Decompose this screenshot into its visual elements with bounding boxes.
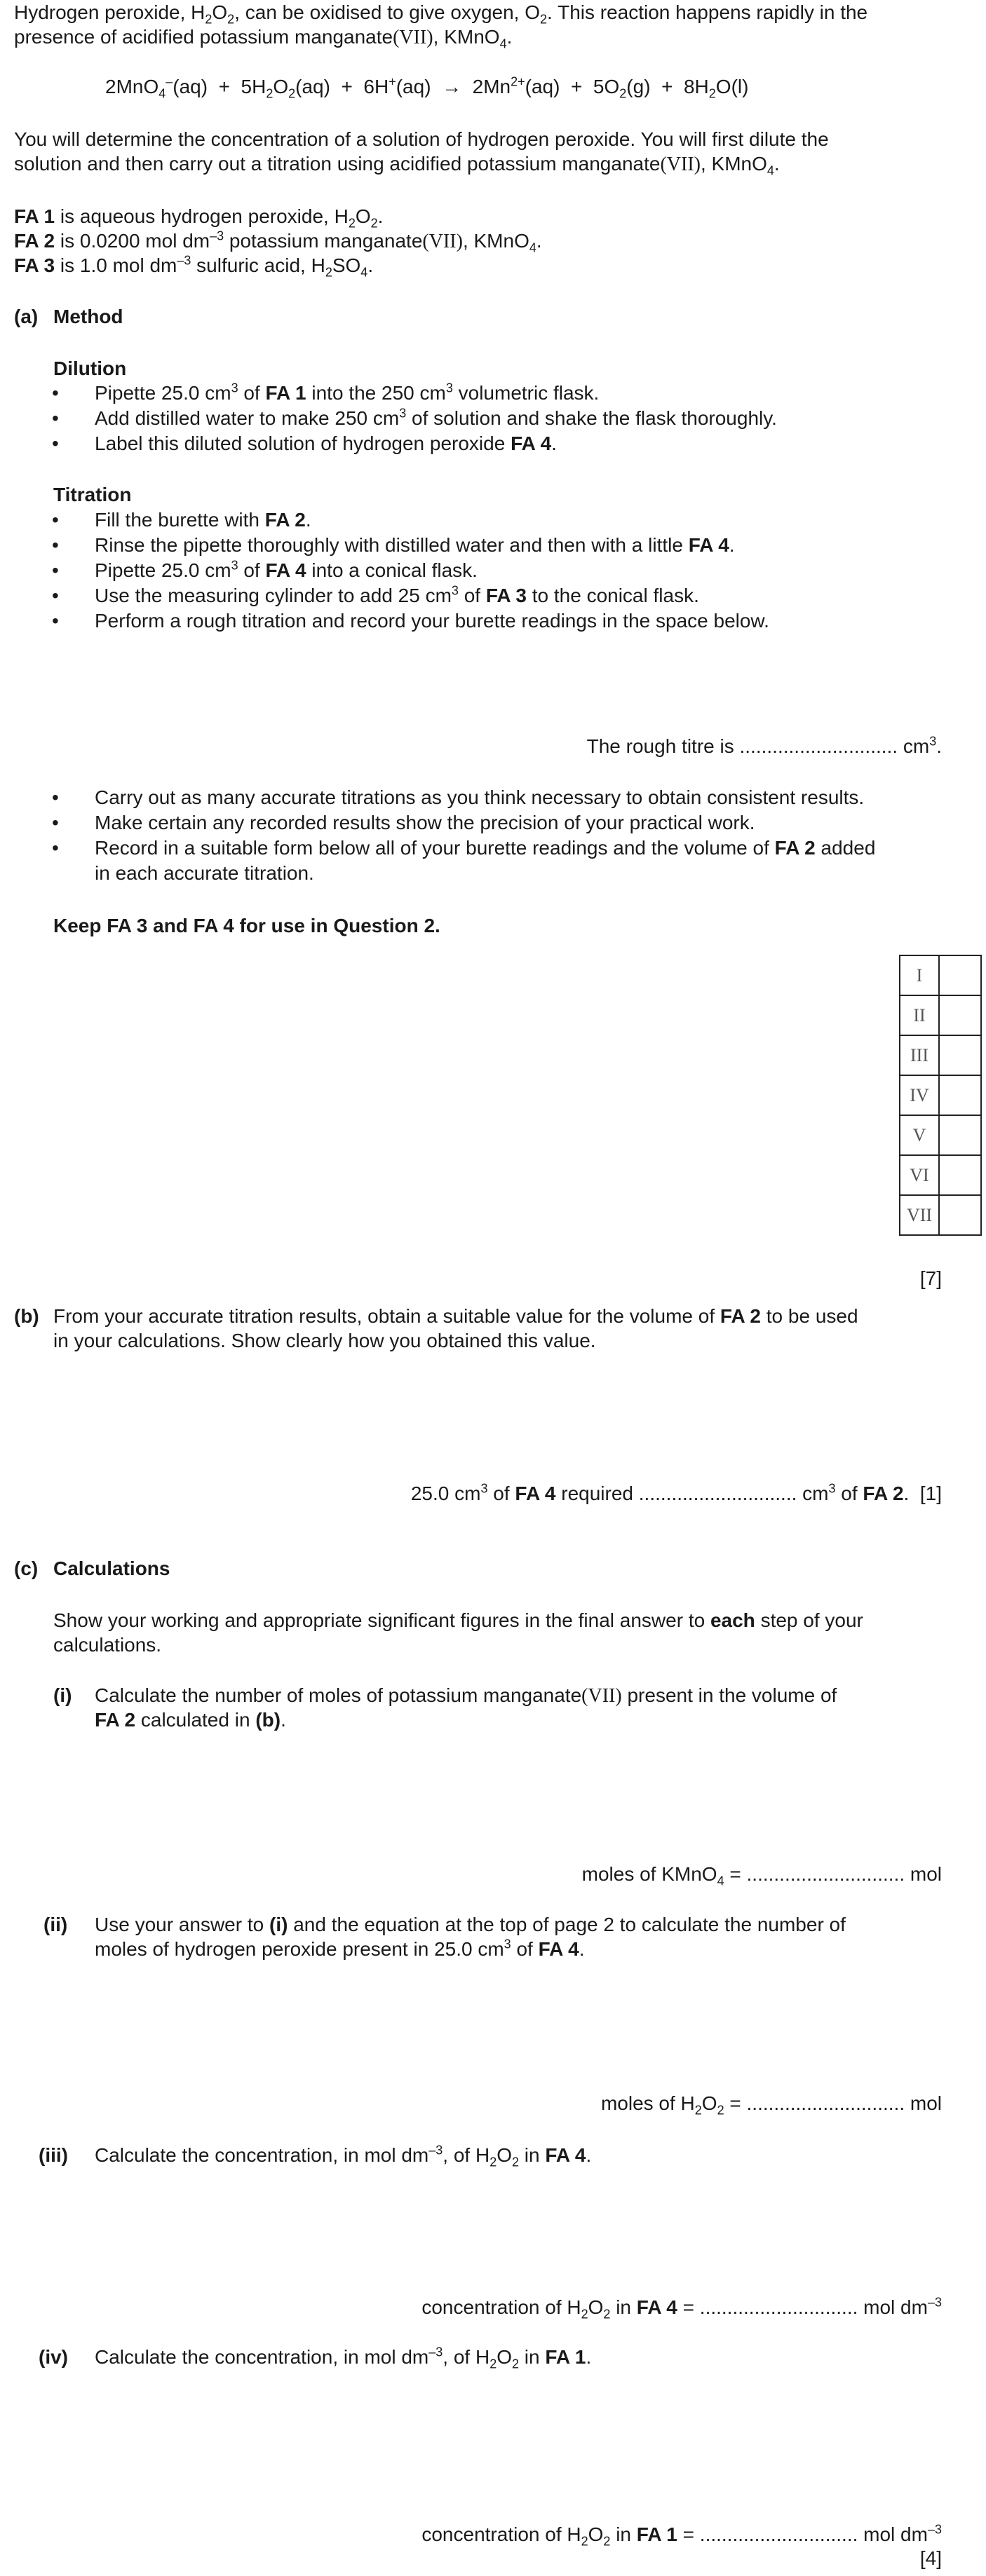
part-a-heading: Method <box>53 306 123 327</box>
titration-heading: Titration <box>53 484 132 505</box>
part-c-ii-line-2: moles of hydrogen peroxide present in 25.0 $cm^3$ of FA 4. <box>95 1937 585 1960</box>
part-b-label: (b) <box>14 1305 39 1327</box>
marking-grid <box>899 955 982 1236</box>
part-c-instruction-2: calculations. <box>53 1634 162 1656</box>
part-a-label: (a) <box>14 306 39 327</box>
part-c-i-label: (i) <box>53 1684 72 1706</box>
fa1-definition: FA 1 is aqueous hydrogen peroxide, $H_2O_2$. <box>14 205 384 231</box>
mark-row-label: IV <box>900 1075 939 1115</box>
part-c-i-line-2: FA 2 calculated in (b). <box>95 1709 286 1731</box>
part-c-label: (c) <box>14 1558 39 1579</box>
mark-box <box>939 1155 981 1195</box>
part-c-marks: [4] <box>919 2547 942 2569</box>
mark-box <box>939 1035 981 1075</box>
part-c-ii-line-1: Use your answer to (i) and the equation at the top of page 2 to calculate the number of <box>95 1914 846 1935</box>
mark-box <box>939 955 981 995</box>
para-line-1: You will determine the concentration of a solution of hydrogen peroxide. You will first dilute the <box>14 128 829 150</box>
part-c-iv-text: Calculate the concentration, in mol $dm^{-3}$, of $H_2O_2$ in FA 1. <box>95 2345 592 2371</box>
mark-box <box>939 1115 981 1155</box>
mark-row-label: I <box>900 955 939 995</box>
part-a-marks: [7] <box>919 1267 942 1289</box>
mark-box <box>939 1195 981 1235</box>
part-c-ii-label: (ii) <box>43 1914 68 1935</box>
part-c-iv-label: (iv) <box>39 2346 68 2368</box>
part-c-heading: Calculations <box>53 1558 170 1579</box>
part-c-ii-answer[interactable]: moles of $H_2O_2$ = ............................. mol <box>600 2092 942 2118</box>
intro-line-2: presence of acidified potassium manganate(VII), KMnO$_4$. <box>14 26 513 51</box>
part-c-iii-text: Calculate the concentration, in mol $dm^{-3}$, of $H_2O_2$ in FA 4. <box>95 2143 592 2169</box>
mark-box <box>939 1075 981 1115</box>
part-b-line-1: From your accurate titration results, obtain a suitable value for the volume of FA 2 to be used <box>53 1305 858 1327</box>
dilution-heading: Dilution <box>53 357 127 379</box>
keep-note: Keep FA 3 and FA 4 for use in Question 2. <box>53 915 440 936</box>
para-line-2: solution and then carry out a titration using acidified potassium manganate(VII), KMnO$_4$. <box>14 153 780 178</box>
part-c-i-line-1: Calculate the number of moles of potassium manganate(VII) present in the volume of <box>95 1684 837 1707</box>
part-b-answer[interactable]: 25.0 $cm^3$ of FA 4 required ............................. $cm^3$ of FA 2. [1] <box>410 1481 942 1504</box>
part-c-instruction-1: Show your working and appropriate significant figures in the final answer to each step of your <box>53 1609 863 1631</box>
intro-line-1: Hydrogen peroxide, $H_2O_2$, can be oxidised to give oxygen, $O_2$. This reaction happens rapidly in the <box>14 1 868 27</box>
reaction-equation: $2MnO_4^-(aq) + 5H_2O_2(aq) + 6H^+(aq) \to 2Mn^{2+}(aq) + 5O_2(g) + 8H_2O(l)$ <box>105 74 749 101</box>
mark-row-label: VII <box>900 1195 939 1235</box>
part-c-iv-answer[interactable]: concentration of $H_2O_2$ in FA 1 = ............................. mol $dm^{-3}$ <box>421 2522 942 2549</box>
part-c-iii-label: (iii) <box>39 2144 68 2166</box>
part-c-iii-answer[interactable]: concentration of $H_2O_2$ in FA 4 = ............................. mol $dm^{-3}$ <box>421 2295 942 2322</box>
mark-row-label: VI <box>900 1155 939 1195</box>
mark-row-label: II <box>900 995 939 1035</box>
rough-titre-answer[interactable]: The rough titre is ............................. $cm^3$. <box>586 734 942 757</box>
mark-row-label: III <box>900 1035 939 1075</box>
mark-box <box>939 995 981 1035</box>
mark-row-label: V <box>900 1115 939 1155</box>
fa3-definition: FA 3 is 1.0 mol $dm^{-3}$ sulfuric acid, $H_2SO_4$. <box>14 253 374 280</box>
fa2-definition: FA 2 is 0.0200 mol $dm^{-3}$ potassium manganate(VII), KMnO$_4$. <box>14 229 542 255</box>
part-b-line-2: in your calculations. Show clearly how you obtained this value. <box>53 1330 596 1351</box>
part-c-i-answer[interactable]: moles of KMnO$_4$ = ............................. mol <box>581 1863 942 1888</box>
